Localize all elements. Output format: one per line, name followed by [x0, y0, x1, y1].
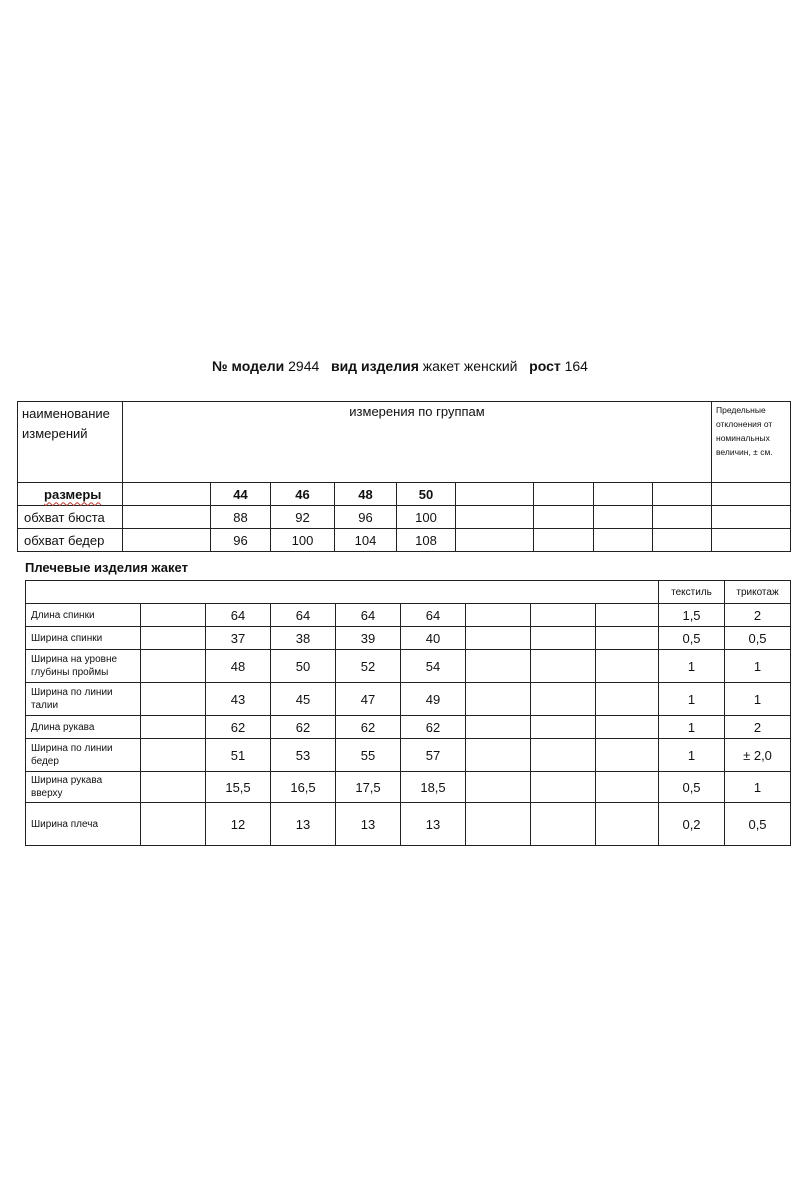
- cell-value: 108: [397, 529, 456, 552]
- type-value: жакет женский: [422, 358, 518, 374]
- cell-value: 88: [211, 506, 271, 529]
- cell-value: 100: [397, 506, 456, 529]
- empty-cell: [466, 716, 531, 739]
- cell-value: 16,5: [271, 772, 336, 803]
- empty-cell: [531, 716, 596, 739]
- textile-tolerance: 1: [659, 683, 725, 716]
- cell-value: 37: [206, 627, 271, 650]
- cell-value: 62: [401, 716, 466, 739]
- cell-value: 62: [206, 716, 271, 739]
- empty-cell: [653, 529, 712, 552]
- cell-value: 13: [271, 803, 336, 846]
- textile-tolerance: 1: [659, 716, 725, 739]
- empty-cell: [456, 506, 534, 529]
- cell-value: 64: [271, 604, 336, 627]
- empty-cell: [123, 529, 211, 552]
- empty-cell: [594, 483, 653, 506]
- cell-value: 64: [206, 604, 271, 627]
- textile-tolerance: 0,5: [659, 627, 725, 650]
- empty-cell: [141, 803, 206, 846]
- empty-cell: [531, 650, 596, 683]
- size-48: 48: [335, 483, 397, 506]
- model-label: № модели: [212, 358, 285, 374]
- cell-value: 96: [211, 529, 271, 552]
- header-groups: измерения по группам: [123, 402, 712, 483]
- cell-value: 38: [271, 627, 336, 650]
- table-row: [26, 650, 791, 683]
- cell-value: 39: [336, 627, 401, 650]
- empty-cell: [531, 604, 596, 627]
- empty-cell: [123, 506, 211, 529]
- empty-cell: [712, 483, 791, 506]
- cell-value: 15,5: [206, 772, 271, 803]
- empty-cell: [456, 483, 534, 506]
- header-tolerance: Предельные отклонения от номинальных величин, ± см.: [712, 402, 791, 483]
- cell-value: 12: [206, 803, 271, 846]
- knit-tolerance: 1: [725, 683, 791, 716]
- shoulder-garments-table: [25, 580, 791, 846]
- type-label: вид изделия: [330, 358, 419, 374]
- cell-value: 45: [271, 683, 336, 716]
- empty-cell: [531, 772, 596, 803]
- row-label: обхват бедер: [18, 529, 123, 552]
- cell-value: 64: [336, 604, 401, 627]
- empty-cell: [534, 506, 594, 529]
- table-row: [26, 683, 791, 716]
- table-row: [26, 739, 791, 772]
- empty-cell: [141, 627, 206, 650]
- empty-cell: [596, 650, 659, 683]
- row-label: Длина спинки: [26, 604, 141, 627]
- cell-value: 92: [271, 506, 335, 529]
- sizes-label-text: размеры: [44, 486, 102, 502]
- cell-value: 62: [271, 716, 336, 739]
- cell-value: 17,5: [336, 772, 401, 803]
- table-row: [18, 529, 791, 552]
- table-row: [26, 604, 791, 627]
- empty-cell: [456, 529, 534, 552]
- textile-tolerance: 0,5: [659, 772, 725, 803]
- section-title: Плечевые изделия жакет: [25, 560, 188, 575]
- empty-cell: [596, 683, 659, 716]
- knit-tolerance: 0,5: [725, 627, 791, 650]
- knit-tolerance: ± 2,0: [725, 739, 791, 772]
- cell-value: 55: [336, 739, 401, 772]
- sizes-row: [18, 483, 791, 506]
- table-row: [18, 506, 791, 529]
- cell-value: 100: [271, 529, 335, 552]
- knit-tolerance: 0,5: [725, 803, 791, 846]
- textile-tolerance: 1,5: [659, 604, 725, 627]
- empty-cell: [596, 772, 659, 803]
- cell-value: 13: [336, 803, 401, 846]
- cell-value: 43: [206, 683, 271, 716]
- row-label: Ширина рукава вверху: [26, 772, 141, 803]
- table-header-row: [26, 581, 791, 604]
- table-row: [26, 772, 791, 803]
- size-46: 46: [271, 483, 335, 506]
- empty-cell: [594, 529, 653, 552]
- height-label: рост: [529, 358, 561, 374]
- cell-value: 54: [401, 650, 466, 683]
- row-label: Ширина по линии бедер: [26, 739, 141, 772]
- header-knit: трикотаж: [725, 581, 791, 604]
- empty-cell: [466, 772, 531, 803]
- textile-tolerance: 0,2: [659, 803, 725, 846]
- empty-cell: [466, 803, 531, 846]
- empty-cell: [466, 650, 531, 683]
- table-row: [26, 803, 791, 846]
- empty-cell: [123, 483, 211, 506]
- empty-cell: [596, 604, 659, 627]
- height-value: 164: [564, 358, 588, 374]
- header-measurement-name: наименование измерений: [18, 402, 123, 483]
- cell-value: 47: [336, 683, 401, 716]
- table-row: [26, 627, 791, 650]
- empty-cell: [712, 506, 791, 529]
- empty-cell: [594, 506, 653, 529]
- row-label: Ширина плеча: [26, 803, 141, 846]
- table-header-row: [18, 402, 791, 483]
- textile-tolerance: 1: [659, 650, 725, 683]
- cell-value: 104: [335, 529, 397, 552]
- knit-tolerance: 1: [725, 772, 791, 803]
- empty-cell: [712, 529, 791, 552]
- empty-cell: [653, 506, 712, 529]
- knit-tolerance: 1: [725, 650, 791, 683]
- empty-cell: [596, 716, 659, 739]
- row-label: Ширина по линии талии: [26, 683, 141, 716]
- empty-cell: [466, 627, 531, 650]
- cell-value: 40: [401, 627, 466, 650]
- cell-value: 51: [206, 739, 271, 772]
- empty-cell: [596, 739, 659, 772]
- textile-tolerance: 1: [659, 739, 725, 772]
- cell-value: 62: [336, 716, 401, 739]
- empty-cell: [466, 604, 531, 627]
- empty-cell: [141, 716, 206, 739]
- cell-value: 48: [206, 650, 271, 683]
- cell-value: 52: [336, 650, 401, 683]
- empty-cell: [531, 803, 596, 846]
- empty-cell: [531, 683, 596, 716]
- empty-cell: [141, 772, 206, 803]
- empty-cell: [653, 483, 712, 506]
- size-50: 50: [397, 483, 456, 506]
- row-label: обхват бюста: [18, 506, 123, 529]
- empty-cell: [466, 739, 531, 772]
- empty-cell: [141, 604, 206, 627]
- cell-value: 50: [271, 650, 336, 683]
- cell-value: 49: [401, 683, 466, 716]
- empty-cell: [531, 739, 596, 772]
- cell-value: 53: [271, 739, 336, 772]
- empty-cell: [466, 683, 531, 716]
- cell-value: 96: [335, 506, 397, 529]
- cell-value: 13: [401, 803, 466, 846]
- empty-cell: [141, 650, 206, 683]
- knit-tolerance: 2: [725, 604, 791, 627]
- empty-cell: [534, 529, 594, 552]
- empty-cell: [596, 803, 659, 846]
- cell-value: 18,5: [401, 772, 466, 803]
- cell-value: 64: [401, 604, 466, 627]
- row-label: Ширина на уровне глубины проймы: [26, 650, 141, 683]
- header-textile: текстиль: [659, 581, 725, 604]
- empty-cell: [531, 627, 596, 650]
- empty-cell: [534, 483, 594, 506]
- cell-value: 57: [401, 739, 466, 772]
- model-value: 2944: [288, 358, 320, 374]
- empty-cell: [141, 739, 206, 772]
- row-label: Ширина спинки: [26, 627, 141, 650]
- empty-cell: [596, 627, 659, 650]
- knit-tolerance: 2: [725, 716, 791, 739]
- empty-cell: [141, 683, 206, 716]
- header-blank: [26, 581, 659, 604]
- document-title: [0, 358, 800, 374]
- sizes-label: [18, 483, 123, 506]
- row-label: Длина рукава: [26, 716, 141, 739]
- size-44: 44: [211, 483, 271, 506]
- table-row: [26, 716, 791, 739]
- measurements-table: [17, 401, 791, 552]
